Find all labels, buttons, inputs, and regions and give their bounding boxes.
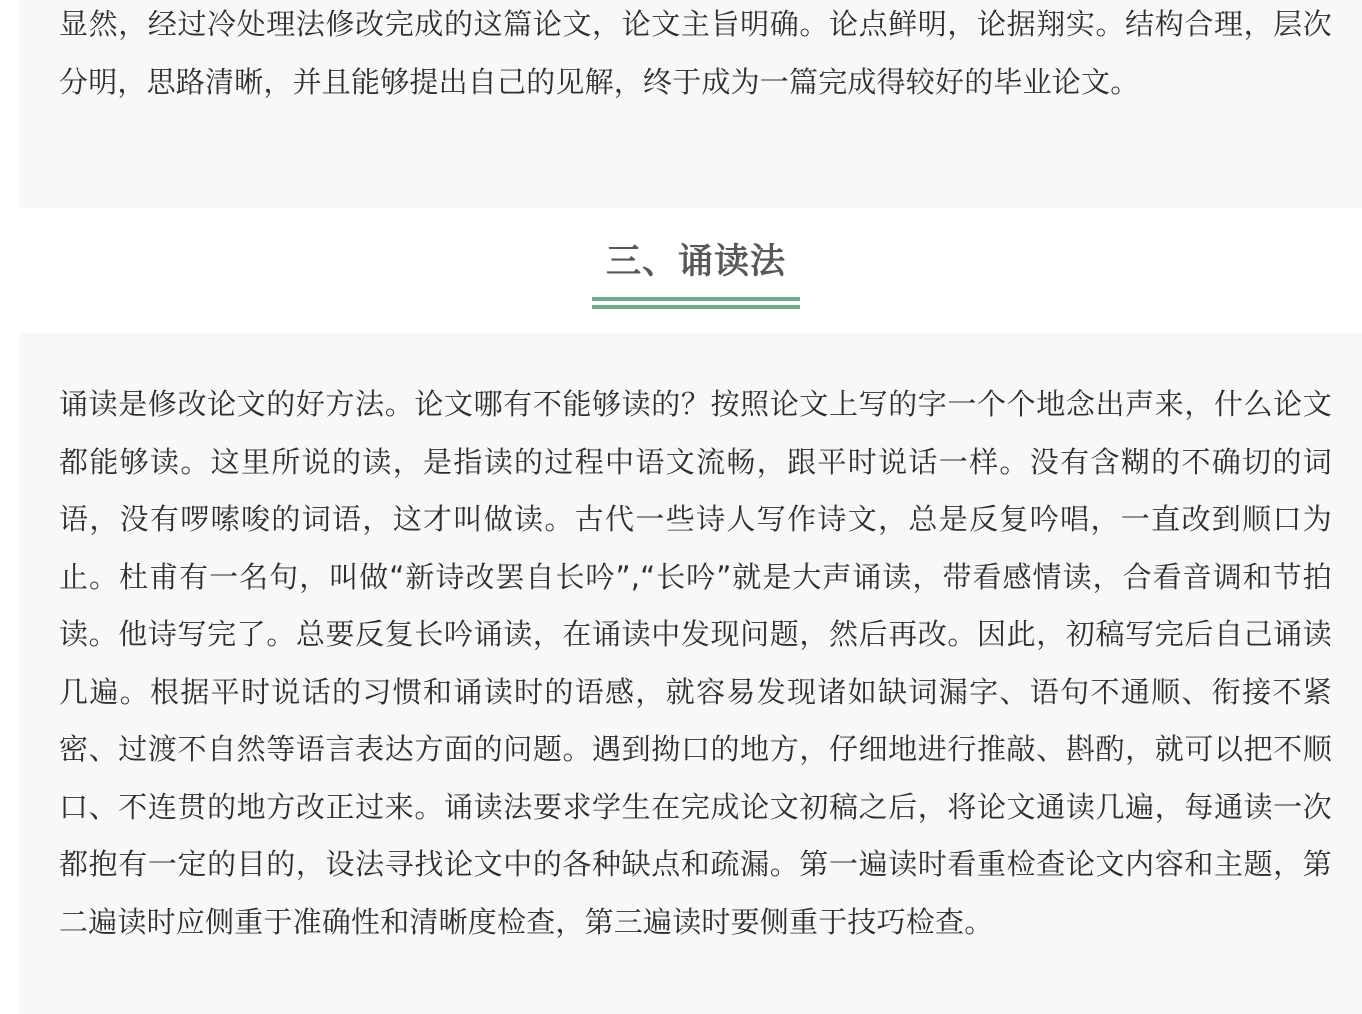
section-title: 三、诵读法 <box>605 242 786 282</box>
section-heading <box>0 236 1362 288</box>
previous-section-paragraph: 显然，经过冷处理法修改完成的这篇论文，论文主旨明确。论点鲜明，论据翔实。结构合理，层次分明，思路清晰，并且能够提出自己的见解，终于成为一篇完成得较好的毕业论文。 <box>59 7 1332 99</box>
previous-section-card <box>19 0 1362 208</box>
heading-underline-top <box>592 297 800 301</box>
heading-underline-bottom <box>592 305 800 309</box>
section-heading-wrapper <box>600 236 792 288</box>
section-paragraph: 诵读是修改论文的好方法。论文哪有不能够读的？按照论文上写的字一个个地念出声来，什么论文都能够读。这里所说的读，是指读的过程中语文流畅，跟平时说话一样。没有含糊的不确切的词语，没有啰嗦唆的词语，这才叫做读。古代一些诗人写作诗文，总是反复吟唱，一直改到顺口为止。杜甫有一名句，叫做“新诗改罢自长吟”,“长吟”就是大声诵读，带看感情读，合看音调和节拍读。他诗写完了。总要反复长吟诵读，在诵读中发现问题，然后再改。因此，初稿写完后自己诵读几遍。根据平时说话的习惯和诵读时的语感，就容易发现诸如缺词漏字、语句不通顺、衔接不紧密、过渡不自然等语言表达方面的问题。遇到拗口的地方，仔细地进行推敲、斟酌，就可以把不顺口、不连贯的地方改正过来。诵读法要求学生在完成论文初稿之后，将论文通读几遍，每通读一次都抱有一定的目的，设法寻找论文中的各种缺点和疏漏。第一遍读时看重检查论文内容和主题，第二遍读时应侧重于准确性和清晰度检查，第三遍读时要侧重于技巧检查。 <box>59 387 1332 939</box>
section-content-card <box>19 333 1362 1014</box>
